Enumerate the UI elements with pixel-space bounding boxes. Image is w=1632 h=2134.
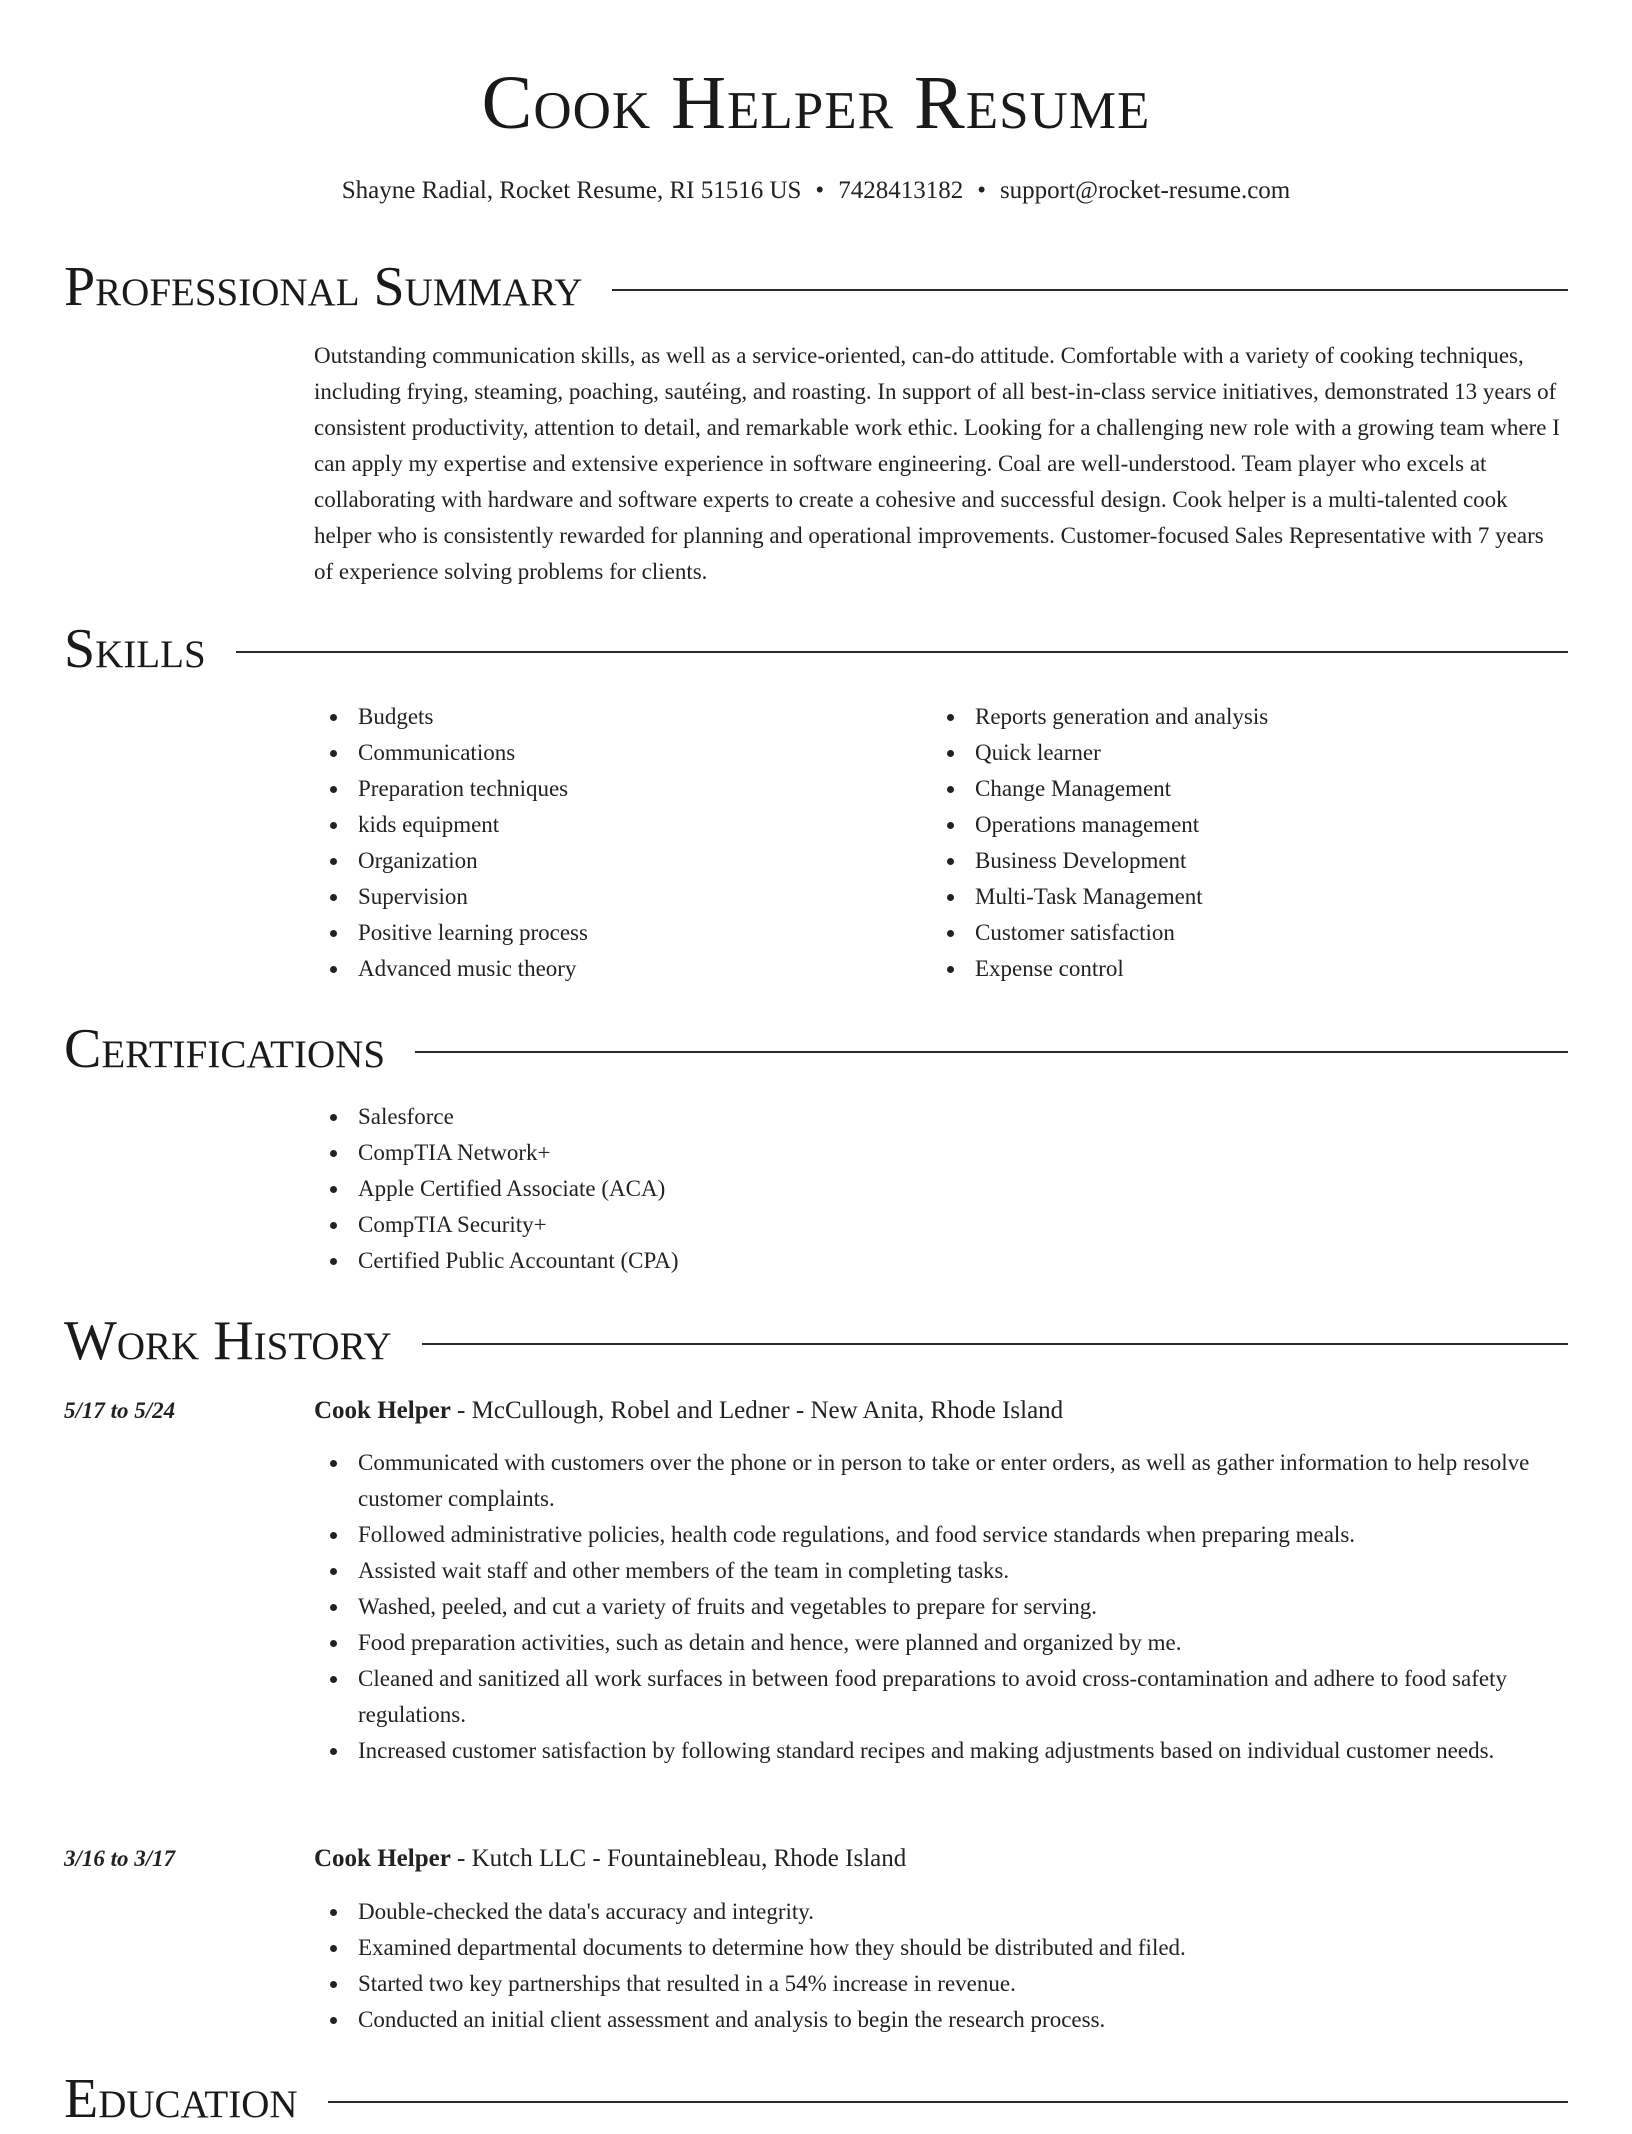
work-section-header (64, 1306, 1568, 1376)
contact-address: Shayne Radial, Rocket Resume, RI 51516 US (341, 177, 802, 204)
skills-right-list (931, 699, 1491, 987)
job-employer: - Kutch LLC - Fountainebleau, Rhode Island (450, 1845, 907, 1872)
job-employer: - McCullough, Robel and Ledner - New Anita, Rhode Island (450, 1397, 1064, 1424)
job-dates: 3/16 to 3/17 (64, 1846, 176, 1871)
skill-item: Multi-Task Management (931, 879, 1491, 915)
skill-item: Reports generation and analysis (931, 699, 1491, 735)
contact-line (0, 174, 1632, 208)
skill-item: Positive learning process (314, 915, 874, 951)
section-divider (236, 651, 1568, 653)
contact-separator: • (977, 177, 986, 204)
job-bullet: Double-checked the data's accuracy and integrity. (314, 1894, 1568, 1930)
job-bullet: Communicated with customers over the phone or in person to take or enter orders, as well as gather information to help resolve customer complaints. (314, 1445, 1568, 1517)
job-bullets (314, 1445, 1568, 1769)
job-bullet: Started two key partnerships that resulted in a 54% increase in revenue. (314, 1966, 1568, 2002)
skills-left-column (314, 699, 874, 987)
job-bullet-list (314, 1445, 1568, 1769)
certification-item: CompTIA Network+ (314, 1135, 1214, 1171)
certification-item: Certified Public Accountant (CPA) (314, 1243, 1214, 1279)
education-section-header (64, 2064, 1568, 2134)
skills-heading: Skills (64, 618, 206, 680)
skill-item: kids equipment (314, 807, 874, 843)
section-divider (328, 2101, 1568, 2103)
contact-email: support@rocket-resume.com (999, 177, 1291, 204)
resume-title: Cook Helper Resume (481, 61, 1151, 145)
section-divider (422, 1343, 1568, 1345)
job-bullet: Followed administrative policies, health code regulations, and food service standards when preparing meals. (314, 1517, 1568, 1553)
skill-item: Business Development (931, 843, 1491, 879)
summary-text: Outstanding communication skills, as well as a service-oriented, can-do attitude. Comfortable with a variety of cooking techniques, including frying, steaming, poaching, sautéing, and roasting. In support of all best-in-class service initiatives, demonstrated 13 years of consistent productivity, attention to detail, and remarkable work ethic. Looking for a challenging new role with a growing team where I can apply my expertise and extensive experience in software engineering. Coal are well-understood. Team player who excels at collaborating with hardware and software experts to create a cohesive and successful design. Cook helper is a multi-talented cook helper who is consistently rewarded for planning and operational improvements. Customer-focused Sales Representative with 7 years of experience solving problems for clients. (314, 343, 1560, 584)
education-heading: Education (64, 2068, 298, 2130)
job-title: Cook Helper (314, 1845, 451, 1872)
summary-heading: Professional Summary (64, 256, 583, 318)
skill-item: Supervision (314, 879, 874, 915)
certifications-section-header (64, 1014, 1568, 1084)
certifications-list (314, 1099, 1214, 1279)
skill-item: Operations management (931, 807, 1491, 843)
skill-item: Preparation techniques (314, 771, 874, 807)
certification-item: Salesforce (314, 1099, 1214, 1135)
section-divider (415, 1051, 1568, 1053)
job-bullet: Increased customer satisfaction by following standard recipes and making adjustments based on individual customer needs. (314, 1733, 1568, 1769)
job-bullet: Cleaned and sanitized all work surfaces in between food preparations to avoid cross-contamination and adhere to food safety regulations. (314, 1661, 1568, 1733)
job-dates: 5/17 to 5/24 (64, 1398, 176, 1423)
skill-item: Advanced music theory (314, 951, 874, 987)
job-heading (314, 1841, 1568, 1877)
skill-item: Organization (314, 843, 874, 879)
job-bullets (314, 1894, 1568, 2038)
work-heading: Work History (64, 1310, 392, 1372)
skill-item: Quick learner (931, 735, 1491, 771)
skills-section-header (64, 614, 1568, 684)
job-bullet: Assisted wait staff and other members of the team in completing tasks. (314, 1553, 1568, 1589)
skill-item: Budgets (314, 699, 874, 735)
certification-item: CompTIA Security+ (314, 1207, 1214, 1243)
job-title: Cook Helper (314, 1397, 451, 1424)
skills-left-list (314, 699, 874, 987)
skills-right-column (931, 699, 1491, 987)
job-bullet-list (314, 1894, 1568, 2038)
summary-section-header (64, 252, 1568, 322)
skill-item: Customer satisfaction (931, 915, 1491, 951)
section-divider (612, 289, 1568, 291)
certifications-list-wrap (314, 1099, 1214, 1279)
job-bullet: Examined departmental documents to determine how they should be distributed and filed. (314, 1930, 1568, 1966)
certifications-heading: Certifications (64, 1018, 386, 1080)
job-heading (314, 1393, 1568, 1429)
skill-item: Change Management (931, 771, 1491, 807)
certification-item: Apple Certified Associate (ACA) (314, 1171, 1214, 1207)
summary-body (314, 338, 1568, 590)
skill-item: Expense control (931, 951, 1491, 987)
job-bullet: Food preparation activities, such as detain and hence, were planned and organized by me. (314, 1625, 1568, 1661)
job-bullet: Washed, peeled, and cut a variety of fruits and vegetables to prepare for serving. (314, 1589, 1568, 1625)
job-bullet: Conducted an initial client assessment and analysis to begin the research process. (314, 2002, 1568, 2038)
skill-item: Communications (314, 735, 874, 771)
contact-phone: 7428413182 (838, 177, 964, 204)
contact-separator: • (815, 177, 825, 204)
